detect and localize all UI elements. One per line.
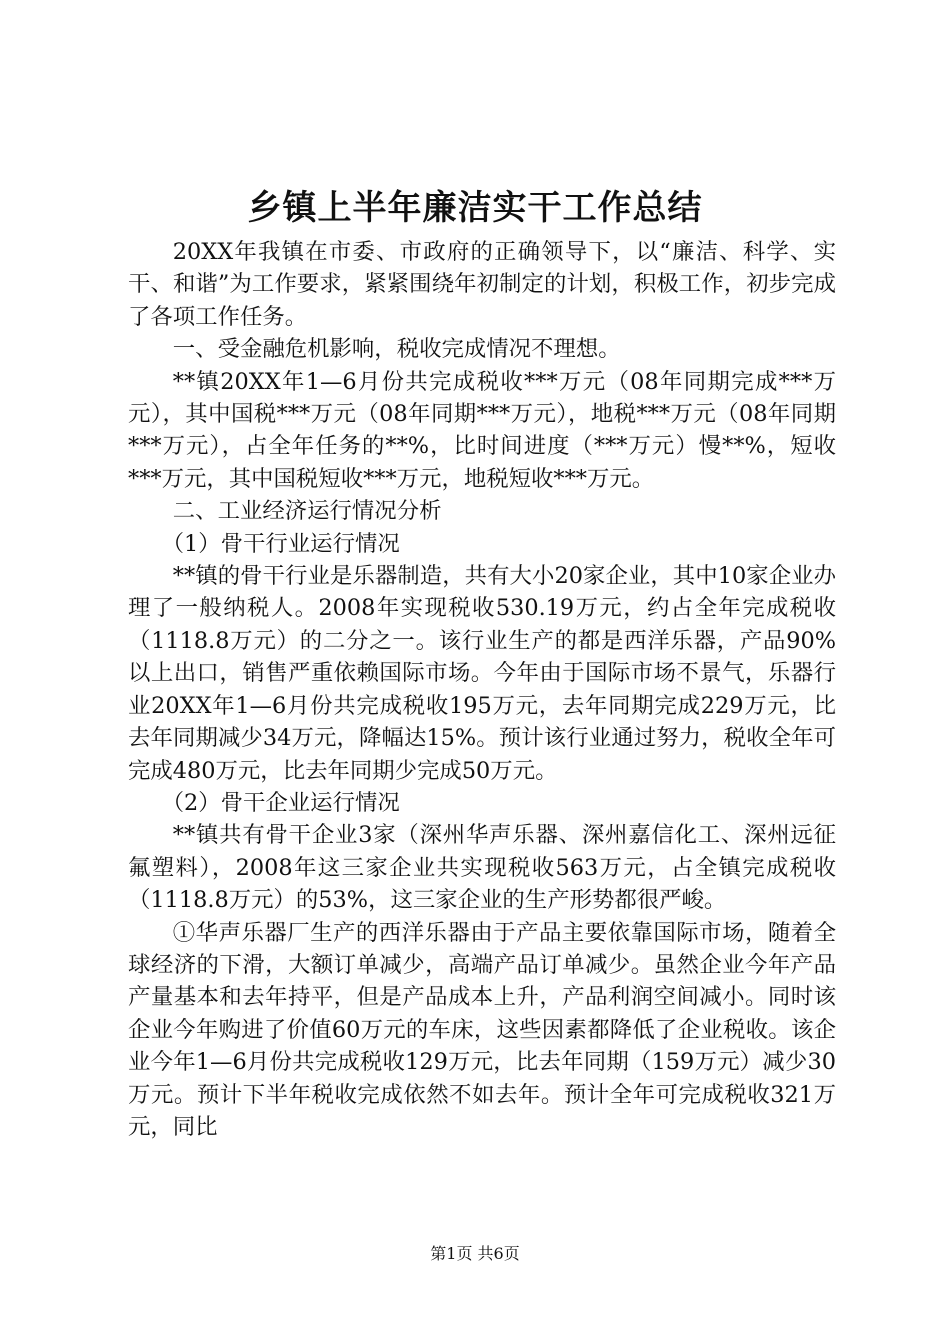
- paragraph-intro: 20XX年我镇在市委、市政府的正确领导下，以“廉洁、科学、实干、和谐”为工作要求，紧紧围绕年初制定的计划，积极工作，初步完成了各项工作任务。: [128, 239, 836, 330]
- section-heading-industry: 二、工业经济运行情况分析: [172, 498, 442, 525]
- section-heading-tax: 一、受金融危机影响，税收完成情况不理想。: [172, 336, 621, 363]
- subheading-key-enterprise: （2）骨干企业运行情况: [161, 789, 400, 816]
- paragraph-key-enterprise: **镇共有骨干企业3家（深州华声乐器、深州嘉信化工、深州远征氟塑料），2008年这三家企业共实现税收563万元，占全镇完成税收（1118.8万元）的53%，这三家企业的生产形势都很严峻。: [128, 822, 836, 914]
- paragraph-tax: **镇20XX年1—6月份共完成税收***万元（08年同期完成***万元），其中国税***万元（08年同期***万元），地税***万元（08年同期***万元），占全年任务的**%，比时间进度（***万元）慢**%，短收***万元，其中国税短收***万元，地税短收***万元。: [128, 368, 836, 492]
- page-footer: 第1页 共6页: [430, 1244, 520, 1263]
- document-body: [128, 236, 836, 1143]
- document-title: 乡镇上半年廉洁实干工作总结: [247, 188, 703, 228]
- paragraph-huasheng: ①华声乐器厂生产的西洋乐器由于产品主要依靠国际市场，随着全球经济的下滑，大额订单减少，高端产品订单减少。虽然企业今年产品产量基本和去年持平，但是产品成本上升，产品利润空间减小。同时该企业今年购进了价值60万元的车床，这些因素都降低了企业税收。该企业今年1—6月份共完成税收129万元，比去年同期（159万元）减少30万元。预计下半年税收完成依然不如去年。预计全年可完成税收321万元，同比: [128, 919, 836, 1140]
- subheading-key-industry: （1）骨干行业运行情况: [161, 530, 400, 557]
- paragraph-key-industry: **镇的骨干行业是乐器制造，共有大小20家企业，其中10家企业办理了一般纳税人。2008年实现税收530.19万元，约占全年完成税收（1118.8万元）的二分之一。该行业生产的都是西洋乐器，产品90%以上出口，销售严重依赖国际市场。今年由于国际市场不景气，乐器行业20XX年1—6月份共完成税收195万元，去年同期完成229万元，比去年同期减少34万元，降幅达15%。预计该行业通过努力，税收全年可完成480万元，比去年同期少完成50万元。: [128, 563, 836, 784]
